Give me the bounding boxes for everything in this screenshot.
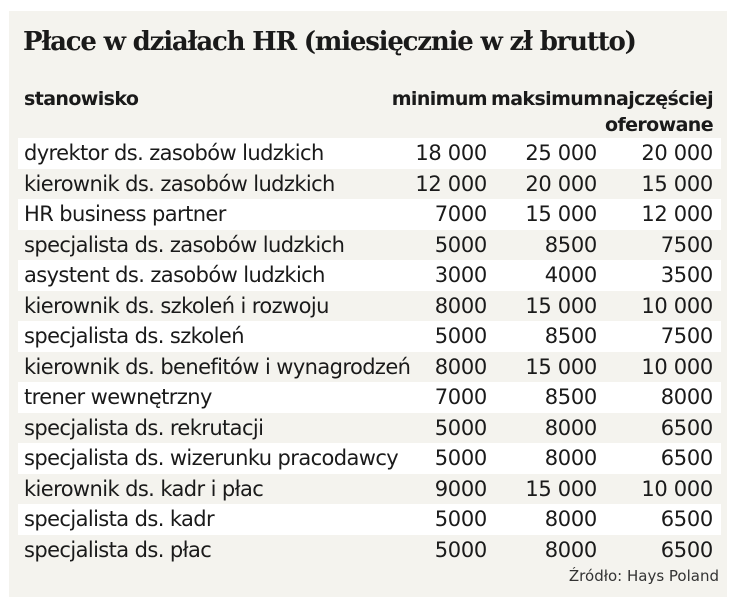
table-row (18, 199, 721, 230)
cell-most-offered: 7500 (660, 232, 713, 257)
cell-position: specjalista ds. rekrutacji (24, 415, 264, 440)
table-row (18, 352, 721, 383)
cell-minimum: 5000 (389, 443, 491, 474)
source-note: Źródło: Hays Poland (568, 567, 719, 585)
cell-most-offered: 20 000 (601, 138, 721, 169)
cell-position: specjalista ds. zasobów ludzkich (24, 232, 345, 257)
cell-maximum: 25 000 (491, 138, 601, 169)
cell-maximum: 8500 (491, 321, 601, 352)
cell-position: dyrektor ds. zasobów ludzkich (18, 138, 389, 169)
table-row (18, 443, 721, 474)
cell-maximum: 15 000 (525, 354, 597, 379)
table-row (18, 230, 721, 261)
cell-minimum: 8000 (434, 293, 487, 318)
cell-position: HR business partner (18, 199, 389, 230)
table-row (18, 169, 721, 200)
cell-maximum: 8500 (544, 232, 597, 257)
cell-minimum: 7000 (389, 382, 491, 413)
cell-minimum: 5000 (434, 537, 487, 562)
cell-most-offered: 10 000 (641, 293, 713, 318)
cell-position: specjalista ds. kadr (18, 504, 389, 535)
header-minimum: minimum (391, 88, 487, 110)
cell-most-offered: 6500 (660, 537, 713, 562)
cell-minimum: 18 000 (389, 138, 491, 169)
cell-minimum: 5000 (389, 321, 491, 352)
cell-minimum: 5000 (434, 232, 487, 257)
cell-position: kierownik ds. benefitów i wynagrodzeń (24, 354, 411, 379)
table-row (18, 382, 721, 413)
table-title: Płace w działach HR (miesięcznie w zł brutto) (23, 27, 636, 57)
table-row (18, 138, 721, 169)
cell-position: trener wewnętrzny (18, 382, 389, 413)
cell-maximum: 8000 (544, 537, 597, 562)
cell-minimum: 3000 (389, 260, 491, 291)
cell-most-offered: 3500 (601, 260, 721, 291)
cell-position: kierownik ds. szkoleń i rozwoju (24, 293, 329, 318)
table-body (18, 138, 721, 565)
cell-maximum: 8000 (491, 504, 601, 535)
header-most-offered (601, 81, 721, 138)
cell-position: asystent ds. zasobów ludzkich (18, 260, 389, 291)
cell-maximum: 20 000 (525, 171, 597, 196)
table-row (18, 260, 721, 291)
cell-most-offered: 6500 (601, 504, 721, 535)
cell-minimum: 8000 (434, 354, 487, 379)
table-row (18, 413, 721, 444)
cell-minimum: 5000 (434, 415, 487, 440)
cell-maximum: 8500 (491, 382, 601, 413)
cell-most-offered: 12 000 (601, 199, 721, 230)
cell-maximum: 8000 (491, 443, 601, 474)
salary-table-card (9, 11, 727, 597)
cell-maximum: 4000 (491, 260, 601, 291)
cell-maximum: 15 000 (525, 476, 597, 501)
cell-position: kierownik ds. kadr i płac (24, 476, 264, 501)
table-header (18, 81, 721, 138)
cell-position: specjalista ds. wizerunku pracodawcy (18, 443, 389, 474)
table-row (18, 291, 721, 322)
cell-maximum: 15 000 (525, 293, 597, 318)
cell-minimum: 12 000 (415, 171, 487, 196)
header-maximum: maksimum (491, 88, 603, 110)
table-row (18, 474, 721, 505)
cell-most-offered: 15 000 (641, 171, 713, 196)
table-row (18, 504, 721, 535)
salary-table (18, 81, 721, 565)
cell-most-offered: 10 000 (641, 354, 713, 379)
cell-position: kierownik ds. zasobów ludzkich (24, 171, 335, 196)
cell-most-offered: 7500 (601, 321, 721, 352)
header-most-offered-line2: oferowane (604, 114, 713, 136)
cell-most-offered: 6500 (601, 443, 721, 474)
cell-minimum: 9000 (434, 476, 487, 501)
cell-maximum: 15 000 (491, 199, 601, 230)
header-position: stanowisko (24, 88, 139, 110)
cell-position: specjalista ds. szkoleń (18, 321, 389, 352)
table-row (18, 321, 721, 352)
cell-minimum: 5000 (389, 504, 491, 535)
cell-most-offered: 8000 (601, 382, 721, 413)
cell-most-offered: 10 000 (641, 476, 713, 501)
cell-most-offered: 6500 (660, 415, 713, 440)
cell-maximum: 8000 (544, 415, 597, 440)
header-most-offered-line1: najczęściej (603, 88, 713, 110)
cell-minimum: 7000 (389, 199, 491, 230)
table-row (18, 535, 721, 566)
cell-position: specjalista ds. płac (24, 537, 212, 562)
header-row (18, 81, 721, 138)
